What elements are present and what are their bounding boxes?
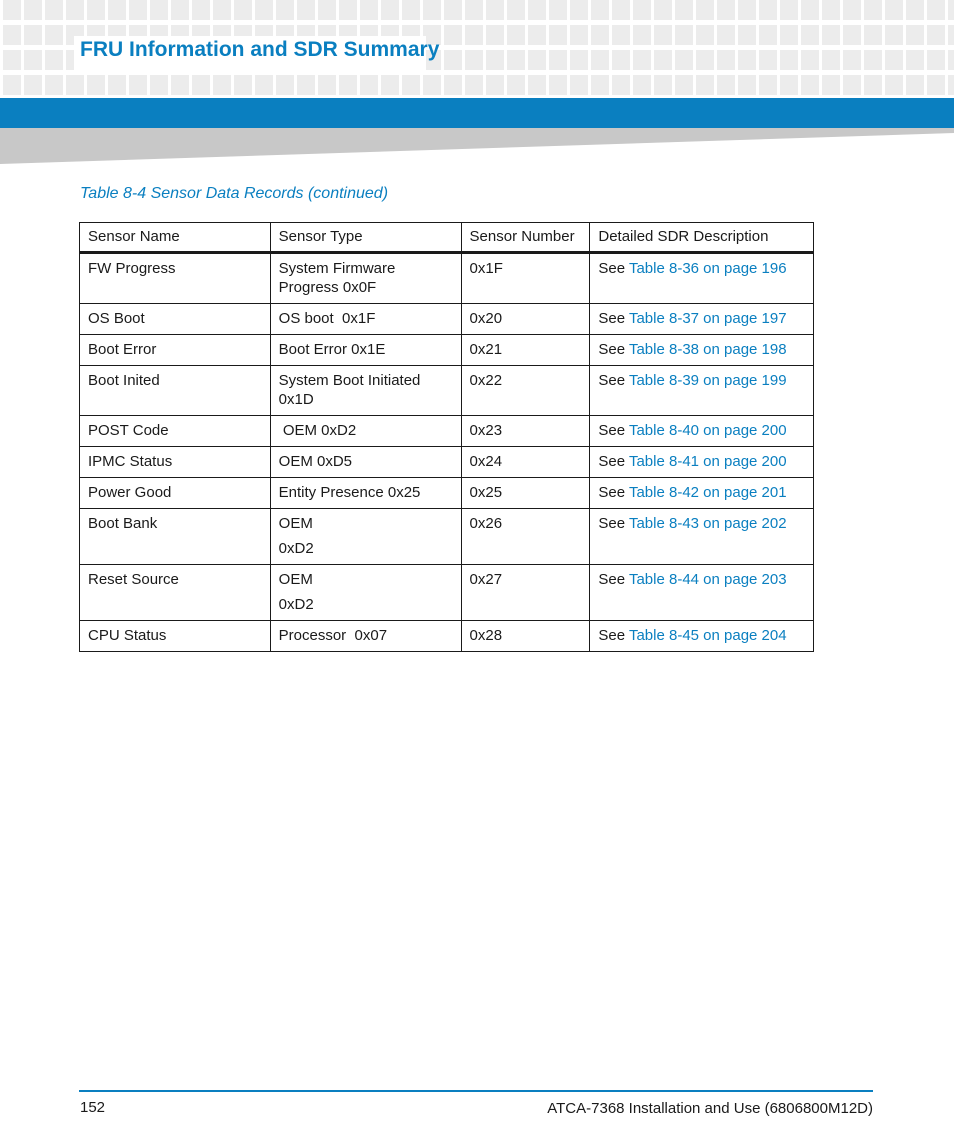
sensor-name-cell: FW Progress	[80, 253, 271, 304]
sdr-description-cell	[590, 509, 814, 565]
sensor-type-cell	[270, 447, 461, 478]
table-reference-link[interactable]: Table 8-42 on page 201	[628, 484, 787, 501]
sensor-name-cell: Boot Inited	[80, 366, 271, 416]
column-header-sdr-description: Detailed SDR Description	[590, 223, 814, 253]
sensor-type-line: OS boot 0x1F	[278, 310, 376, 327]
table-row	[80, 335, 814, 366]
see-prefix: See	[598, 422, 629, 439]
page-number: 152	[80, 1099, 106, 1116]
table-row	[80, 478, 814, 509]
table-row	[80, 416, 814, 447]
sensor-type-cell	[270, 416, 461, 447]
sensor-type-cell	[270, 621, 461, 652]
sensor-number-cell: 0x26	[461, 509, 590, 565]
table-row	[80, 447, 814, 478]
table-row	[80, 565, 814, 621]
sdr-description-cell	[590, 335, 814, 366]
sdr-description-cell	[590, 304, 814, 335]
sensor-type-line: Progress 0x0F	[278, 279, 377, 296]
table-reference-link[interactable]: Table 8-37 on page 197	[628, 310, 787, 327]
sensor-type-line: OEM 0xD5	[278, 453, 353, 470]
sensor-type-line: 0x1D	[278, 391, 314, 408]
table-reference-link[interactable]: Table 8-44 on page 203	[628, 571, 787, 588]
column-header-sensor-name: Sensor Name	[80, 223, 271, 253]
sensor-name-cell: Reset Source	[80, 565, 271, 621]
sensor-number-cell: 0x27	[461, 565, 590, 621]
sensor-type-line: Entity Presence 0x25	[278, 484, 421, 501]
sensor-number-cell: 0x25	[461, 478, 590, 509]
sdr-description-cell	[590, 366, 814, 416]
table-caption: Table 8-4 Sensor Data Records (continued)	[80, 185, 389, 202]
sensor-name-cell: OS Boot	[80, 304, 271, 335]
table-body	[80, 253, 814, 652]
sensor-type-cell	[270, 509, 461, 565]
header-grey-wedge	[0, 128, 954, 164]
sensor-number-cell: 0x1F	[461, 253, 590, 304]
sensor-number-cell: 0x24	[461, 447, 590, 478]
sensor-type-line: 0xD2	[278, 540, 314, 557]
see-prefix: See	[598, 515, 629, 532]
sensor-type-line: System Boot Initiated	[278, 372, 421, 389]
table-row	[80, 253, 814, 304]
sdr-description-cell	[590, 447, 814, 478]
sensor-type-cell	[270, 335, 461, 366]
sensor-type-cell	[270, 366, 461, 416]
sensor-type-line: Processor 0x07	[278, 627, 388, 644]
table-reference-link[interactable]: Table 8-41 on page 200	[628, 453, 787, 470]
sensor-type-line: OEM 0xD2	[278, 422, 357, 439]
sensor-type-cell	[270, 253, 461, 304]
see-prefix: See	[598, 484, 629, 501]
sensor-type-line: 0xD2	[278, 596, 314, 613]
table-header-row	[80, 223, 814, 253]
sensor-number-cell: 0x21	[461, 335, 590, 366]
sensor-type-line: OEM	[278, 515, 313, 532]
sensor-number-cell: 0x23	[461, 416, 590, 447]
sensor-name-cell: Boot Bank	[80, 509, 271, 565]
table-row	[80, 366, 814, 416]
sensor-type-line: Boot Error 0x1E	[278, 341, 386, 358]
see-prefix: See	[598, 571, 629, 588]
column-header-sensor-number: Sensor Number	[461, 223, 590, 253]
sensor-name-cell: IPMC Status	[80, 447, 271, 478]
see-prefix: See	[598, 627, 629, 644]
sensor-name-cell: CPU Status	[80, 621, 271, 652]
footer-rule	[79, 1090, 873, 1092]
table-row	[80, 509, 814, 565]
table-reference-link[interactable]: Table 8-43 on page 202	[628, 515, 787, 532]
sensor-type-line: System Firmware	[278, 260, 396, 277]
sensor-number-cell: 0x22	[461, 366, 590, 416]
sdr-description-cell	[590, 565, 814, 621]
sensor-type-cell	[270, 304, 461, 335]
table-row	[80, 304, 814, 335]
sensor-type-cell	[270, 565, 461, 621]
sensor-type-line: OEM	[278, 571, 313, 588]
see-prefix: See	[598, 260, 629, 277]
table-reference-link[interactable]: Table 8-38 on page 198	[628, 341, 787, 358]
sdr-description-cell	[590, 621, 814, 652]
see-prefix: See	[598, 341, 629, 358]
sensor-number-cell: 0x28	[461, 621, 590, 652]
table-reference-link[interactable]: Table 8-45 on page 204	[628, 627, 787, 644]
document-title: ATCA-7368 Installation and Use (6806800M12D)	[547, 1100, 873, 1117]
table-reference-link[interactable]: Table 8-39 on page 199	[628, 372, 787, 389]
sensor-number-cell: 0x20	[461, 304, 590, 335]
sensor-data-records-table	[79, 222, 814, 652]
table-row	[80, 621, 814, 652]
column-header-sensor-type: Sensor Type	[270, 223, 461, 253]
sdr-description-cell	[590, 416, 814, 447]
sensor-name-cell: Power Good	[80, 478, 271, 509]
header-blue-bar	[0, 98, 954, 128]
sensor-name-cell: POST Code	[80, 416, 271, 447]
page-title: FRU Information and SDR Summary	[80, 38, 440, 61]
sdr-description-cell	[590, 253, 814, 304]
sensor-type-cell	[270, 478, 461, 509]
see-prefix: See	[598, 310, 629, 327]
table-reference-link[interactable]: Table 8-40 on page 200	[628, 422, 787, 439]
see-prefix: See	[598, 372, 629, 389]
sensor-name-cell: Boot Error	[80, 335, 271, 366]
table-reference-link[interactable]: Table 8-36 on page 196	[628, 260, 787, 277]
see-prefix: See	[598, 453, 629, 470]
sdr-description-cell	[590, 478, 814, 509]
